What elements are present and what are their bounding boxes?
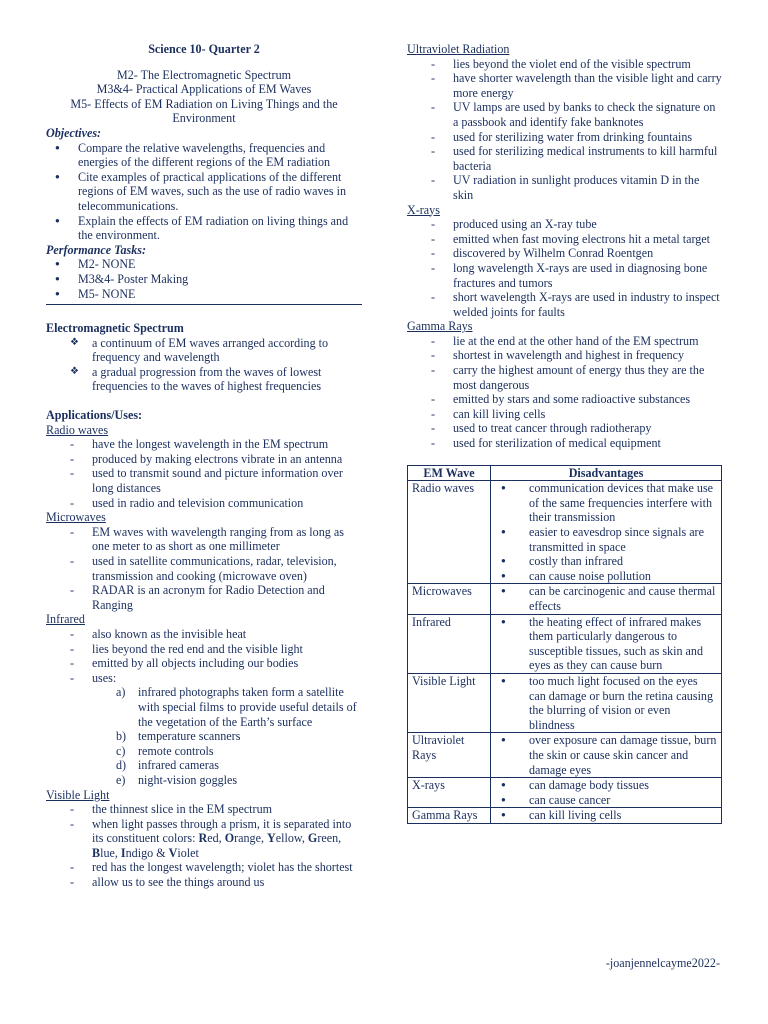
list-text: when light passes through a prism, it is separated into its constituent colors: (92, 816, 352, 846)
list-item: - used for sterilization of medical equipment (407, 436, 722, 451)
table-row (408, 614, 722, 673)
infrared-uses-list (92, 685, 362, 787)
list-item: ● M2- NONE (46, 257, 362, 272)
list-item: - used in satellite communications, radar, television, transmission and cooking (microwave oven) (46, 554, 362, 583)
column-header: EM Wave (408, 465, 491, 481)
list-item: - used to transmit sound and picture information over long distances (46, 466, 362, 495)
list-item: - RADAR is an acronym for Radio Detection and Ranging (46, 583, 362, 612)
color-name: Green, (307, 831, 342, 846)
list-text: night-vision goggles (138, 772, 238, 787)
list-item: - uses: (46, 671, 362, 686)
list-marker: b) (116, 729, 127, 744)
microwaves-list (46, 525, 362, 613)
list-text: infrared cameras (138, 758, 219, 773)
visible-light-heading: Visible Light (46, 787, 110, 802)
table-row (408, 733, 722, 778)
list-marker: e) (116, 772, 126, 787)
list-item: ● the heating effect of infrared makes them particularly dangerous to susceptible tissues, such as skin and eyes as they can cause burn (495, 615, 717, 673)
list-item: - red has the longest wavelength; violet has the shortest (46, 860, 362, 875)
list-item: - used to treat cancer through radiotherapy (407, 421, 722, 436)
color-name: Violet (168, 845, 199, 860)
color-name: Orange, (224, 831, 268, 846)
list-text: remote controls (138, 743, 214, 758)
left-column (46, 42, 362, 890)
list-marker: d) (116, 758, 127, 773)
infrared-list (46, 627, 362, 685)
table-row (408, 808, 722, 824)
list-text: infrared photographs taken form a satellite with special films to provide useful details of the vegetation of the Earth’s surface (138, 685, 357, 729)
list-item: - also known as the invisible heat (46, 627, 362, 642)
color-name: Yellow, (267, 831, 308, 846)
xrays-list (407, 217, 722, 319)
list-item: - lies beyond the red end and the visible light (46, 642, 362, 657)
disadvantages-cell (491, 481, 722, 584)
list-item: - short wavelength X-rays are used in industry to inspect welded joints for faults (407, 290, 722, 319)
disadvantages-cell (491, 778, 722, 808)
right-column (407, 42, 722, 824)
list-item: - used for sterilizing medical instruments to kill harmful bacteria (407, 144, 722, 173)
page-title: Science 10- Quarter 2 (148, 42, 260, 56)
list-text: temperature scanners (138, 729, 241, 744)
table-row (408, 584, 722, 614)
table-row (408, 673, 722, 732)
list-item: ● communication devices that make use of the same frequencies interfere with their transmission (495, 481, 717, 525)
module-m3-4: M3&4- Practical Applications of EM Waves (96, 82, 312, 97)
list-item: - shortest in wavelength and highest in frequency (407, 348, 722, 363)
list-item: ● can damage body tissues (495, 778, 717, 793)
list-item (92, 744, 362, 759)
table-row (408, 481, 722, 584)
module-m5: M5- Effects of EM Radiation on Living Things and the Environment (70, 96, 338, 126)
gamma-heading: Gamma Rays (407, 319, 473, 334)
list-item: ● Explain the effects of EM radiation on living things and the environment. (46, 214, 362, 243)
disadvantages-cell (491, 808, 722, 824)
color-name: Indigo & (120, 845, 169, 860)
list-item: - UV radiation in sunlight produces vitamin D in the skin (407, 173, 722, 202)
disadvantages-table (407, 465, 722, 824)
list-item: - EM waves with wavelength ranging from as long as one meter to as short as one millimeter (46, 525, 362, 554)
list-item (92, 685, 362, 729)
list-item: - discovered by Wilhelm Conrad Roentgen (407, 246, 722, 261)
ultraviolet-list (407, 57, 722, 203)
ultraviolet-heading: Ultraviolet Radiation (407, 42, 510, 56)
objectives-list (46, 141, 362, 243)
table-header-row (408, 465, 722, 481)
list-item: ● costly than infrared (495, 554, 717, 569)
wave-cell: Visible Light (408, 673, 491, 732)
list-item: - the thinnest slice in the EM spectrum (46, 802, 362, 817)
list-item: ❖ a continuum of EM waves arranged according to frequency and wavelength (46, 336, 362, 365)
list-item: - allow us to see the things around us (46, 875, 362, 890)
list-item: - long wavelength X-rays are used in diagnosing bone fractures and tumors (407, 261, 722, 290)
list-item: ● can cause cancer (495, 793, 717, 808)
list-item: ❖ a gradual progression from the waves of lowest frequencies to the waves of highest frequencies (46, 365, 362, 394)
list-marker: a) (116, 685, 126, 700)
list-item: - used in radio and television communication (46, 496, 362, 511)
microwaves-heading: Microwaves (46, 510, 106, 525)
objectives-heading: Objectives: (46, 125, 102, 140)
list-item: ● Cite examples of practical applications of the different regions of EM waves, such as the use of radio waves in telecommunications. (46, 170, 362, 214)
color-name: Blue, (92, 845, 121, 860)
disadvantages-cell (491, 614, 722, 673)
list-item: - emitted when fast moving electrons hit a metal target (407, 232, 722, 247)
list-item: ● too much light focused on the eyes can damage or burn the retina causing the blurring of vision or even blindness (495, 674, 717, 732)
visible-light-list (46, 802, 362, 890)
table-row (408, 778, 722, 808)
applications-heading: Applications/Uses: (46, 408, 143, 423)
em-spectrum-heading: Electromagnetic Spectrum (46, 321, 184, 336)
list-item: ● M3&4- Poster Making (46, 272, 362, 287)
list-item: ● over exposure can damage tissue, burn the skin or cause skin cancer and damage eyes (495, 733, 717, 777)
list-item (92, 758, 362, 773)
list-item: - have shorter wavelength than the visible light and carry more energy (407, 71, 722, 100)
performance-heading: Performance Tasks: (46, 242, 146, 257)
list-item: - have the longest wavelength in the EM spectrum (46, 437, 362, 452)
module-m2: M2- The Electromagnetic Spectrum (116, 67, 292, 82)
wave-cell: X-rays (408, 778, 491, 808)
list-item: - produced using an X-ray tube (407, 217, 722, 232)
disadvantages-cell (491, 673, 722, 732)
list-item: ● easier to eavesdrop since signals are transmitted in space (495, 525, 717, 554)
list-item: - carry the highest amount of energy thus they are the most dangerous (407, 363, 722, 392)
list-item: - emitted by all objects including our bodies (46, 656, 362, 671)
list-item: ● can cause noise pollution (495, 569, 717, 584)
list-item: ● can be carcinogenic and cause thermal effects (495, 584, 717, 613)
color-name: Red, (198, 831, 225, 846)
em-spectrum-list (46, 336, 362, 394)
list-marker: c) (116, 743, 126, 758)
list-item (46, 817, 362, 861)
list-item (92, 773, 362, 788)
list-item (92, 729, 362, 744)
list-item: ● M5- NONE (46, 287, 362, 302)
disadvantages-cell (491, 733, 722, 778)
list-item: ● can kill living cells (495, 808, 717, 823)
signature: -joanjennelcayme2022- (605, 956, 720, 970)
list-item: - emitted by stars and some radioactive substances (407, 392, 722, 407)
wave-cell: Infrared (408, 614, 491, 673)
wave-cell: Ultraviolet Rays (408, 733, 491, 778)
divider (46, 304, 362, 305)
gamma-list (407, 334, 722, 451)
disadvantages-cell (491, 584, 722, 614)
xrays-heading: X-rays (407, 202, 440, 217)
list-item: - lies beyond the violet end of the visible spectrum (407, 57, 722, 72)
radio-waves-heading: Radio waves (46, 422, 109, 437)
list-item: - lie at the end at the other hand of the EM spectrum (407, 334, 722, 349)
list-item: - UV lamps are used by banks to check the signature on a passbook and identify fake banknotes (407, 100, 722, 129)
wave-cell: Radio waves (408, 481, 491, 584)
radio-waves-list (46, 437, 362, 510)
performance-list (46, 257, 362, 301)
column-header: Disadvantages (491, 465, 722, 481)
list-item: - produced by making electrons vibrate in an antenna (46, 452, 362, 467)
list-item: - can kill living cells (407, 407, 722, 422)
wave-cell: Gamma Rays (408, 808, 491, 824)
list-item: - used for sterilizing water from drinking fountains (407, 130, 722, 145)
infrared-heading: Infrared (46, 612, 85, 627)
wave-cell: Microwaves (408, 584, 491, 614)
list-item: ● Compare the relative wavelengths, frequencies and energies of the different regions of the EM radiation (46, 141, 362, 170)
